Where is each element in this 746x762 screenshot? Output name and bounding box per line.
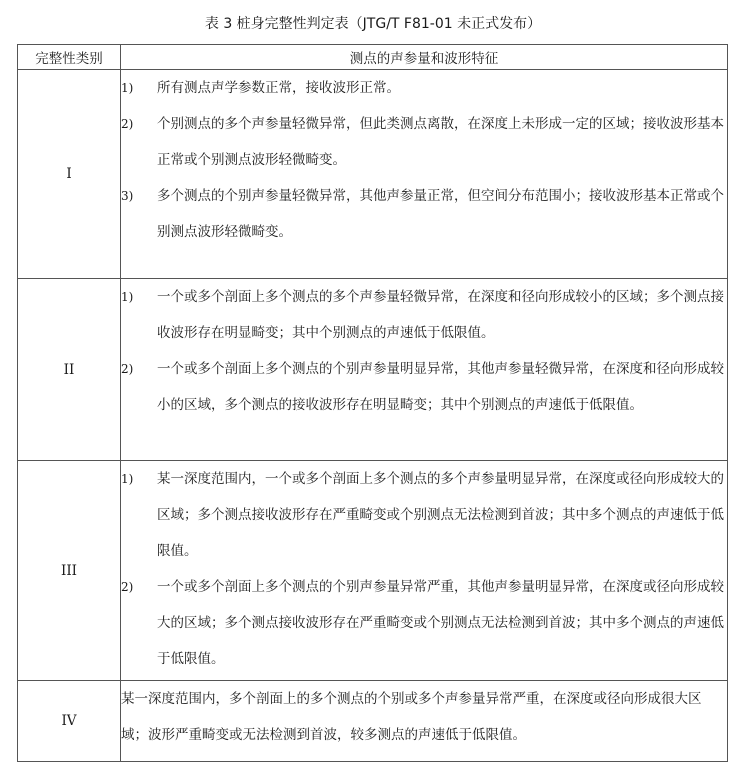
item-text: 一个或多个剖面上多个测点的个别声参量异常严重，其他声参量明显异常，在深度或径向形成较大的区域；多个测点接收波形存在严重畸变或个别测点无法检测到首波；其中多个测点的声速低于低限值。 [157, 579, 724, 667]
features-cell [121, 279, 728, 461]
category-cell: II [18, 279, 121, 461]
item-text: 所有测点声学参数正常，接收波形正常。 [157, 80, 400, 96]
item-number: 1) [121, 290, 134, 304]
item-number: 3) [121, 189, 134, 203]
item-text: 一个或多个剖面上多个测点的多个声参量轻微异常，在深度和径向形成较小的区域；多个测点接收波形存在明显畸变；其中个别测点的声速低于低限值。 [157, 289, 724, 341]
table-header-row [18, 45, 728, 70]
item-number: 2) [121, 117, 134, 131]
category-cell: IV [18, 681, 121, 762]
list-item [121, 70, 727, 106]
table-row [18, 681, 728, 762]
header-category: 完整性类别 [18, 45, 121, 70]
item-number: 2) [121, 580, 134, 594]
item-text: 个别测点的多个声参量轻微异常，但此类测点离散，在深度上未形成一定的区域；接收波形基本正常或个别测点波形轻微畸变。 [157, 116, 724, 168]
table-row [18, 70, 728, 279]
table-row [18, 279, 728, 461]
item-text: 一个或多个剖面上多个测点的个别声参量明显异常，其他声参量轻微异常，在深度和径向形成较小的区域，多个测点的接收波形存在明显畸变；其中个别测点的声速低于低限值。 [157, 361, 724, 413]
list-item [121, 178, 727, 250]
header-features: 测点的声参量和波形特征 [121, 45, 728, 70]
table-row [18, 461, 728, 681]
features-cell [121, 681, 728, 762]
integrity-table [17, 44, 728, 762]
list-item [121, 569, 727, 677]
item-number: 1) [121, 81, 134, 95]
list-item [121, 106, 727, 178]
table-caption: 表 3 桩身完整性判定表（JTG/T F81-01 未正式发布） [204, 16, 542, 32]
item-number: 1) [121, 472, 134, 486]
list-item [121, 351, 727, 423]
category-cell: I [18, 70, 121, 279]
features-cell [121, 461, 728, 681]
item-text: 某一深度范围内，多个剖面上的多个测点的个别或多个声参量异常严重，在深度或径向形成很大区域；波形严重畸变或无法检测到首波，较多测点的声速低于低限值。 [121, 691, 702, 743]
item-text: 某一深度范围内，一个或多个剖面上多个测点的多个声参量明显异常，在深度或径向形成较大的区域；多个测点接收波形存在严重畸变或个别测点无法检测到首波；其中多个测点的声速低于低限值。 [157, 471, 724, 559]
list-item [121, 461, 727, 569]
list-item [121, 279, 727, 351]
features-cell [121, 70, 728, 279]
category-cell: III [18, 461, 121, 681]
item-number: 2) [121, 362, 134, 376]
item-text: 多个测点的个别声参量轻微异常，其他声参量正常，但空间分布范围小；接收波形基本正常或个别测点波形轻微畸变。 [157, 188, 724, 240]
